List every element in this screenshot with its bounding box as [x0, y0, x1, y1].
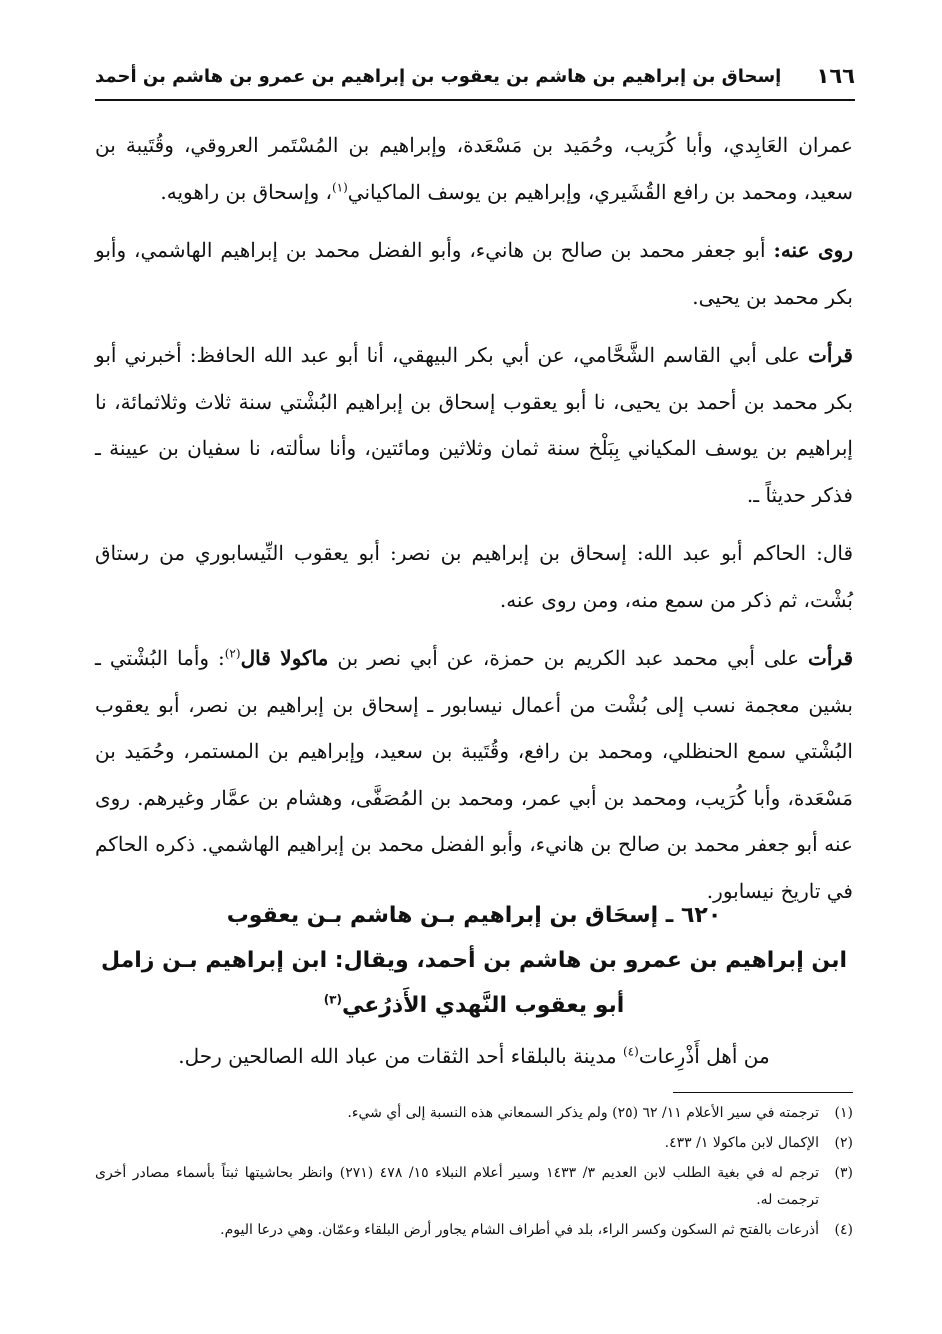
footnote-number: (٤) — [834, 1222, 853, 1238]
paragraph-teachers — [95, 122, 853, 215]
footnote-text: ترجمته في سير الأعلام ١١/ ٦٢ (٢٥) ولم يذكر السمعاني هذه النسبة إلى أي شيء. — [347, 1105, 819, 1121]
footnote — [95, 1100, 853, 1127]
paragraph-narrators — [95, 227, 853, 320]
page-number: ١٦٦ — [816, 64, 855, 88]
header-divider — [95, 99, 855, 101]
footnote-number: (٢) — [834, 1135, 853, 1151]
entry-heading-text: أبو يعقوب النَّهدي الأَذرُعي — [341, 993, 625, 1018]
paragraph-text: قال: الحاكم أبو عبد الله: إسحاق بن إبراهيم بن نصر: أبو يعقوب النِّيسابوري من رستاق بُشْت، ثم ذكر من سمع منه، ومن روى عنه. — [95, 541, 853, 612]
paragraph-text: على أبي محمد عبد الكريم بن حمزة، عن أبي نصر بن — [328, 646, 809, 670]
page-header — [95, 58, 855, 94]
footnote-ref-2: (٢) — [224, 646, 241, 661]
entry-heading — [95, 893, 853, 1028]
paragraph-text: ، وإسحاق بن راهويه. — [160, 179, 332, 204]
entry-text — [95, 1034, 853, 1078]
paragraph-text: : وأما البُشْتي ـ بشين معجمة نسب إلى بُشْت من أعمال نيسابور ـ إسحاق بن إبراهيم بن نصر، أبو يعقوب البُشْتي سمع الحنظلي، ومحمد بن رافع، وقُتَيبة بن سعيد، وإبراهيم بن المستمر، وحُمَيد بن مَسْعَدة، وأبا كُرَيب، ومحمد بن أبي عمر، ومحمد بن المُصَفَّى، وهشام بن عمَّار وغيرهم. روى عنه أبو جعفر محمد بن صالح بن هانيء، وأبو الفضل محمد بن إبراهيم الهاشمي. ذكره الحاكم في تاريخ نيسابور. — [95, 646, 853, 903]
footnote-ref-4: (٤) — [622, 1044, 639, 1059]
paragraph-lead: قرأت — [808, 646, 854, 670]
paragraph-bold-text: ماكولا قال — [240, 646, 329, 670]
running-title: إسحاق بن إبراهيم بن هاشم بن يعقوب بن إبراهيم بن عمرو بن هاشم بن أحمد — [95, 65, 782, 87]
footnote — [95, 1160, 853, 1214]
entry-heading-line: ٦٢٠ ـ إسحَاق بن إبراهيم بـن هاشم بـن يعقوب — [226, 903, 722, 928]
paragraph-text: أبو جعفر محمد بن صالح بن هانيء، وأبو الفضل محمد بن إبراهيم الهاشمي، وأبو بكر محمد بن يحيى. — [95, 238, 853, 309]
entry-text-part: من أهل أَذْرِعات — [638, 1044, 770, 1068]
footnotes — [95, 1100, 853, 1247]
footnote-ref-1: (١) — [331, 179, 348, 194]
footnote — [95, 1130, 853, 1157]
footnote-number: (١) — [834, 1105, 853, 1121]
paragraph-makula — [95, 635, 853, 914]
entry-heading-line — [95, 983, 853, 1028]
footnote-text: أذرعات بالفتح ثم السكون وكسر الراء، بلد في أطراف الشام يجاور أرض البلقاء وعمّان. وهي درعا اليوم. — [220, 1222, 819, 1238]
footnote-text: الإكمال لابن ماكولا ١/ ٤٣٣. — [664, 1135, 819, 1151]
footnote-divider — [673, 1092, 853, 1093]
main-text — [95, 122, 853, 926]
footnote-ref-3: (٣) — [323, 992, 342, 1007]
footnote-text: ترجم له في بغية الطلب لابن العديم ٣/ ١٤٣٣ وسير أعلام النبلاء ١٥/ ٤٧٨ (٢٧١) وانظر بحاشيتها ثبتاً بأسماء مصادر أخرى ترجمت له. — [95, 1165, 820, 1208]
paragraph-text: على أبي القاسم الشَّحَّامي، عن أبي بكر البيهقي، أنا أبو عبد الله الحافظ: أخبرني أبو بكر محمد بن أحمد بن يحيى، نا أبو يعقوب إسحاق بن إبراهيم البُشْتي سنة ثلاث وثلاثمائة، نا إبراهيم بن يوسف المكياني بِبَلْخ سنة ثمان وثلاثين ومائتين، وأنا سألته، نا سفيان بن عيينة ـ فذكر حديثاً ـ. — [95, 343, 853, 507]
entry-heading-line: ابن إبراهيم بن عمرو بن هاشم بن أحمد، ويقال: ابن إبراهيم بـن زامل — [100, 948, 848, 973]
paragraph-text: عمران العَابِدي، وأبا كُرَيب، وحُمَيد بن مَسْعَدة، وإبراهيم بن المُسْتَمر العروقي، وقُتَيبة بن سعيد، ومحمد بن رافع القُشَيري، وإبراهيم بن يوسف الماكياني — [95, 133, 853, 204]
entry-text-part: مدينة بالبلقاء أحد الثقات من عباد الله الصالحين رحل. — [178, 1044, 623, 1068]
paragraph-lead: قرأت — [808, 343, 853, 367]
paragraph-lead: روى عنه: — [773, 238, 853, 262]
paragraph-hakim — [95, 530, 853, 623]
footnote — [95, 1217, 853, 1244]
paragraph-isnad — [95, 332, 853, 518]
footnote-number: (٣) — [834, 1165, 853, 1181]
